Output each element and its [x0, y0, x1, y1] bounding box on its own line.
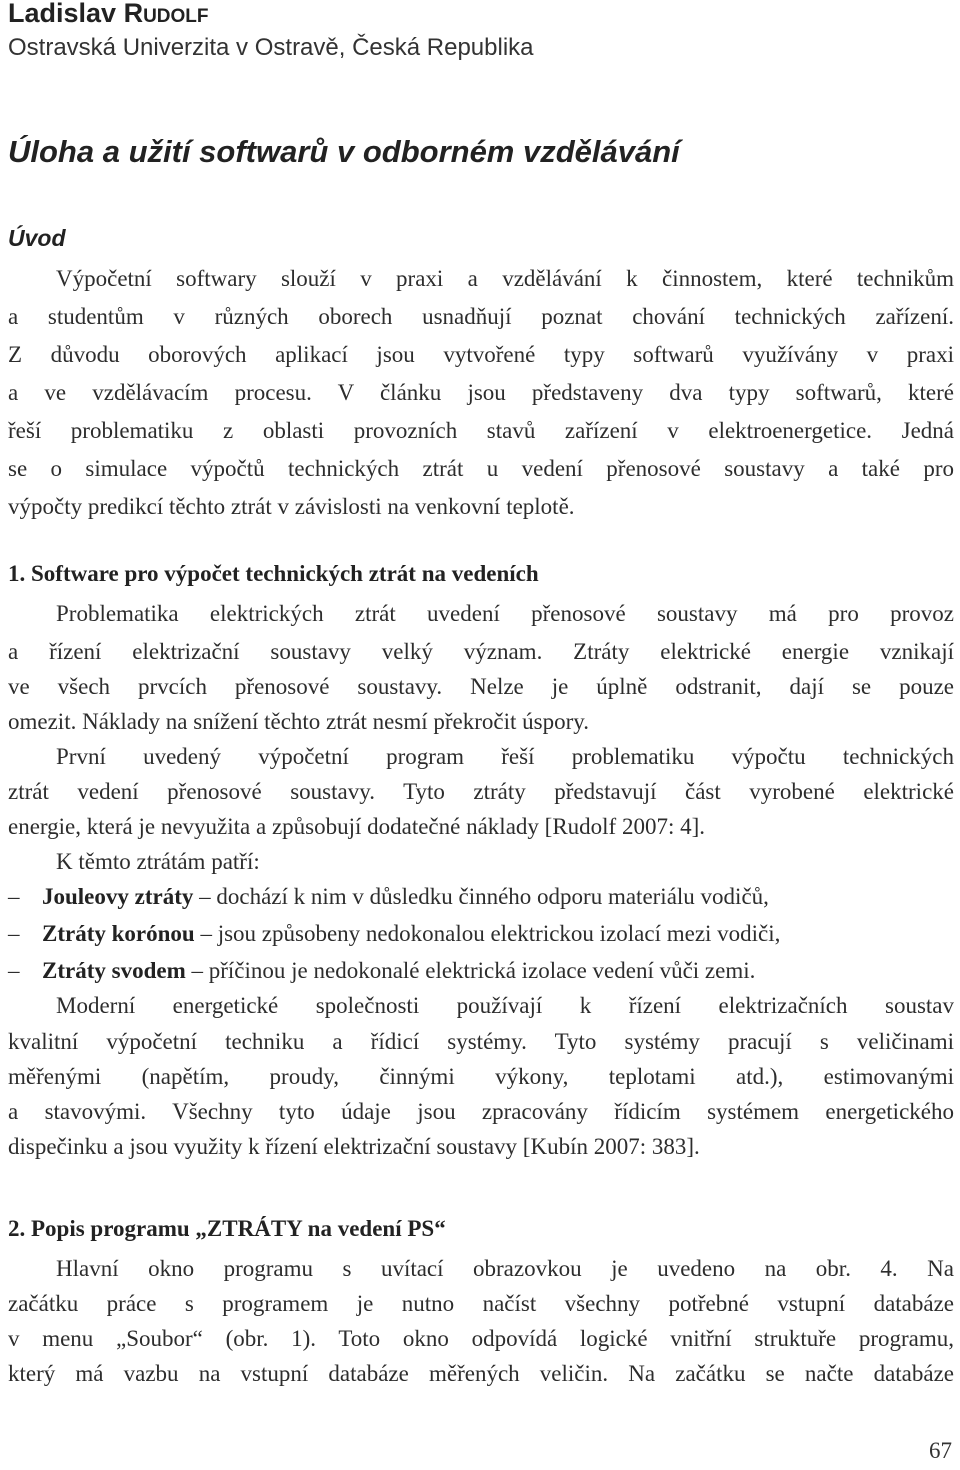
- loss-list-item: [8, 880, 954, 914]
- section-1-line: měřenými (napětím, proudy, činnými výkony, teplotami atd.), estimovanými: [8, 1064, 954, 1089]
- section-1-line: K těmto ztrátám patří:: [56, 849, 260, 874]
- loss-term: Ztráty svodem: [42, 958, 186, 983]
- section-2-line: Hlavní okno programu s uvítací obrazovkou je uvedeno na obr. 4. Na: [56, 1256, 954, 1281]
- section-2-line: v menu „Soubor“ (obr. 1). Toto okno odpovídá logické vnitřní struktuře programu,: [8, 1326, 954, 1351]
- author-name: [8, 0, 209, 29]
- section-2-line: začátku práce s programem je nutno načíst všechny potřebné vstupní databáze: [8, 1291, 954, 1316]
- article-title: Úloha a užití softwarů v odborném vzdělávání: [8, 134, 680, 169]
- section-1-line: Problematika elektrických ztrát uvedení přenosové soustavy má pro provoz: [56, 601, 954, 626]
- loss-description: – jsou způsobeny nedokonalou elektrickou izolací mezi vodiči,: [194, 921, 781, 946]
- loss-list-item: [8, 917, 954, 951]
- section-1-line: Moderní energetické společnosti používají k řízení elektrizačních soustav: [56, 993, 954, 1018]
- section-1-line: kvalitní výpočetní techniku a řídicí systémy. Tyto systémy pracují s veličinami: [8, 1029, 954, 1054]
- author-first-name: Ladislav: [8, 0, 117, 28]
- section-1-line: omezit. Náklady na snížení těchto ztrát nesmí překročit úspory.: [8, 709, 589, 734]
- section-1-line: a řízení elektrizační soustavy velký význam. Ztráty elektrické energie vznikají: [8, 639, 954, 664]
- section-1-line: ve všech prvcích přenosové soustavy. Nelze je úplně odstranit, dají se pouze: [8, 674, 954, 699]
- intro-line: a ve vzdělávacím procesu. V článku jsou představeny dva typy softwarů, které: [8, 380, 954, 405]
- loss-term: Jouleovy ztráty: [42, 884, 194, 909]
- section-2-heading: 2. Popis programu „ZTRÁTY na vedení PS“: [8, 1216, 446, 1241]
- loss-description: – dochází k nim v důsledku činného odporu materiálu vodičů,: [193, 884, 769, 909]
- section-1-line: energie, která je nevyužita a způsobují dodatečné náklady [Rudolf 2007: 4].: [8, 814, 706, 839]
- section-1-line: První uvedený výpočetní program řeší problematiku výpočtu technických: [56, 744, 954, 769]
- intro-line: Výpočetní softwary slouží v praxi a vzdělávání k činnostem, které technikům: [56, 266, 954, 291]
- loss-term: Ztráty korónou: [42, 921, 195, 946]
- section-1-line: a stavovými. Všechny tyto údaje jsou zpracovány řídicím systémem energetického: [8, 1099, 954, 1124]
- section-1-line: ztrát vedení přenosové soustavy. Tyto ztráty představují část vyrobené elektrické: [8, 779, 954, 804]
- section-2-line: který má vazbu na vstupní databáze měřených veličin. Na začátku se načte databáze: [8, 1361, 954, 1386]
- intro-line: a studentům v různých oborech usnadňují poznat chování technických zařízení.: [8, 304, 954, 329]
- page-number: 67: [929, 1438, 952, 1463]
- section-1-heading: 1. Software pro výpočet technických ztrát na vedeních: [8, 561, 539, 586]
- intro-line: výpočty predikcí těchto ztrát v závislosti na venkovní teplotě.: [8, 494, 575, 519]
- loss-description: – příčinou je nedokonalé elektrická izolace vedení vůči zemi.: [185, 958, 756, 983]
- intro-line: se o simulace výpočtů technických ztrát u vedení přenosové soustavy a také pro: [8, 456, 954, 481]
- list-dash: –: [8, 884, 20, 909]
- list-dash: –: [8, 921, 20, 946]
- author-affiliation: Ostravská Univerzita v Ostravě, Česká Republika: [8, 34, 534, 61]
- intro-line: řeší problematiku z oblasti provozních stavů zařízení v elektroenergetice. Jedná: [8, 418, 954, 443]
- loss-list-item: [8, 954, 954, 988]
- author-last-name: Rudolf: [123, 0, 209, 28]
- list-dash: –: [8, 958, 20, 983]
- intro-heading: Úvod: [8, 225, 66, 251]
- intro-line: Z důvodu oborových aplikací jsou vytvořené typy softwarů využívány v praxi: [8, 342, 954, 367]
- section-1-line: dispečinku a jsou využity k řízení elektrizační soustavy [Kubín 2007: 383].: [8, 1134, 700, 1159]
